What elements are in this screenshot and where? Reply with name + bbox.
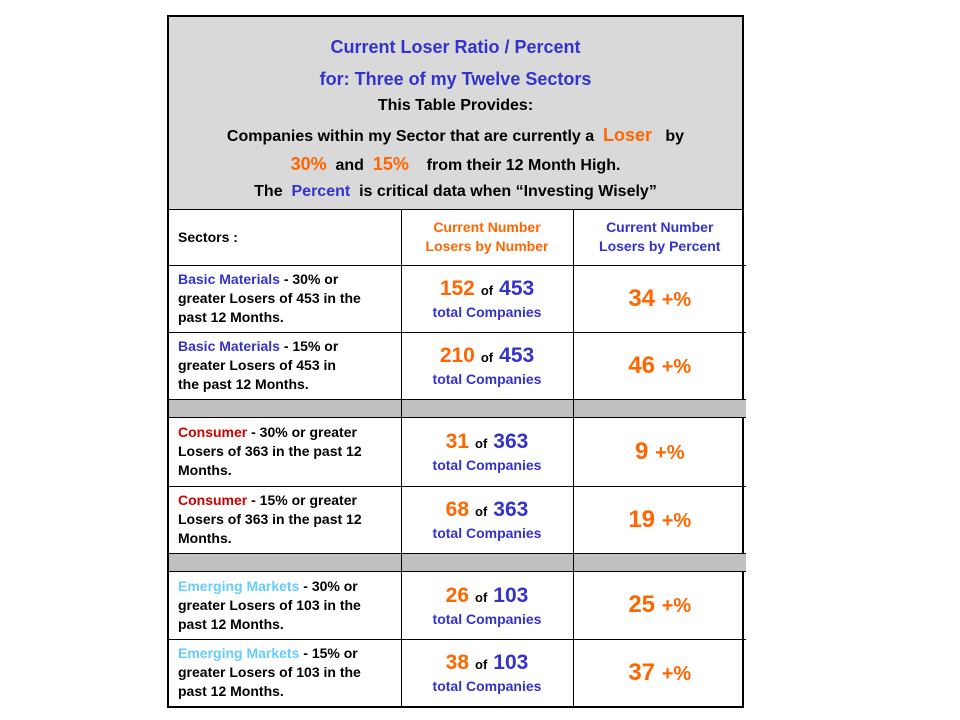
critical-text: is critical data when “Investing Wisely” — [359, 183, 657, 200]
title-line-1: Current Loser Ratio / Percent — [330, 37, 581, 57]
separator-row — [169, 553, 746, 571]
percent-value: 25 — [628, 591, 656, 618]
percent-suffix: +% — [661, 355, 692, 378]
loser-count-cell — [401, 639, 573, 706]
sector-name: Consumer — [178, 424, 248, 440]
table-row — [169, 571, 746, 639]
total-companies-label: total Companies — [432, 678, 542, 695]
data-table — [169, 210, 746, 706]
percent-cell — [573, 571, 746, 639]
description-line-1 — [169, 125, 742, 146]
the-word: The — [254, 183, 283, 200]
percent-suffix: +% — [661, 509, 692, 532]
sector-desc-line1 — [178, 644, 401, 663]
percent-suffix: +% — [655, 441, 685, 464]
total-companies-label: total Companies — [432, 304, 542, 320]
percent-word: Percent — [291, 183, 351, 200]
sector-name: Basic Materials — [178, 271, 280, 287]
from-text: from their 12 Month High. — [426, 157, 621, 174]
sector-cell — [169, 571, 401, 639]
percent-value: 37 — [628, 658, 656, 686]
sector-desc-line2: greater Losers of 453 in — [178, 357, 336, 373]
by-number-header-line2: Losers by Number — [425, 238, 549, 255]
sector-desc-line2: Losers of 363 in the past 12 — [178, 443, 362, 459]
separator-cell — [401, 399, 573, 417]
loser-count: 31 — [445, 430, 470, 453]
of-label: of — [480, 283, 494, 298]
provides-label: This Table Provides: — [377, 97, 534, 114]
loser-word: Loser — [603, 125, 653, 145]
loser-count-line — [402, 497, 573, 524]
sector-desc-line1 — [178, 270, 401, 289]
total-companies-label: total Companies — [432, 457, 542, 473]
separator-row — [169, 399, 746, 417]
sector-desc-line1 — [178, 337, 401, 356]
sector-desc-text: - 30% or — [299, 577, 358, 594]
sector-cell — [169, 417, 401, 486]
loser-count-line — [402, 343, 573, 370]
total-companies-label: total Companies — [432, 371, 542, 387]
by-percent-header — [573, 210, 746, 265]
table-row — [169, 417, 746, 486]
sector-cell — [169, 332, 401, 399]
total-count: 363 — [493, 498, 529, 521]
loser-count-cell — [401, 486, 573, 553]
percent-suffix: +% — [661, 288, 692, 311]
sector-desc-line2: greater Losers of 103 in the — [178, 596, 361, 613]
sector-desc-line3: Months. — [178, 530, 232, 546]
loser-count: 68 — [445, 498, 470, 521]
sector-desc-line3: the past 12 Months. — [178, 376, 309, 392]
loser-count-cell — [401, 332, 573, 399]
sector-desc-line3: past 12 Months. — [178, 309, 284, 325]
total-count: 103 — [493, 651, 529, 675]
sector-desc-line1 — [178, 577, 401, 596]
percent-cell — [573, 332, 746, 399]
table-row — [169, 639, 746, 706]
sector-desc-line3: Months. — [178, 462, 232, 478]
threshold-15: 15% — [372, 154, 409, 174]
by-percent-header-line1: Current Number — [606, 219, 714, 236]
loser-count: 210 — [439, 344, 475, 367]
percent-cell — [573, 417, 746, 486]
of-label: of — [475, 504, 488, 519]
loser-ratio-table — [167, 15, 744, 708]
percent-cell — [573, 639, 746, 706]
total-count: 453 — [499, 344, 535, 367]
separator-cell — [573, 553, 746, 571]
table-row — [169, 486, 746, 553]
percent-cell — [573, 486, 746, 553]
percent-value: 46 — [628, 351, 656, 379]
separator-cell — [401, 553, 573, 571]
by-percent-header-line2: Losers by Percent — [599, 238, 721, 255]
table-row — [169, 265, 746, 332]
total-companies-label: total Companies — [432, 525, 542, 541]
title-line-2: for: Three of my Twelve Sectors — [319, 69, 592, 89]
separator-cell — [573, 399, 746, 417]
percent-cell — [573, 265, 746, 332]
loser-count-cell — [401, 571, 573, 639]
sector-desc-text: - 15% or — [299, 645, 358, 662]
loser-count-cell — [401, 417, 573, 486]
sector-desc-line2: Losers of 363 in the past 12 — [178, 511, 362, 527]
percent-value: 19 — [628, 505, 656, 533]
percent-value: 9 — [635, 437, 649, 465]
by-word: by — [665, 128, 685, 145]
loser-count-line — [402, 650, 573, 677]
sector-desc-line3: past 12 Months. — [178, 615, 284, 632]
table-row — [169, 332, 746, 399]
sector-name: Consumer — [178, 492, 248, 508]
loser-count: 26 — [445, 583, 470, 607]
sector-desc-line1 — [178, 423, 401, 442]
sector-name: Basic Materials — [178, 338, 280, 354]
percent-value: 34 — [628, 284, 656, 312]
column-header-row — [169, 210, 746, 265]
description-text: Companies within my Sector that are currently a — [226, 128, 595, 145]
sector-name: Emerging Markets — [178, 645, 300, 662]
of-label: of — [475, 657, 488, 673]
loser-count: 152 — [439, 277, 475, 300]
sector-desc-text: - 15% or greater — [247, 492, 357, 508]
total-count: 453 — [499, 277, 535, 300]
percent-suffix: +% — [661, 662, 692, 685]
loser-count-line — [402, 429, 573, 456]
sector-cell — [169, 486, 401, 553]
sector-desc-line2: greater Losers of 453 in the — [178, 290, 361, 306]
total-count: 363 — [493, 430, 529, 453]
sector-desc-line3: past 12 Months. — [178, 683, 284, 700]
sector-cell — [169, 639, 401, 706]
by-number-header — [401, 210, 573, 265]
sectors-header: Sectors : — [169, 210, 401, 265]
by-number-header-line1: Current Number — [433, 219, 541, 236]
description-line-2 — [169, 154, 742, 175]
sector-cell — [169, 265, 401, 332]
loser-count-line — [402, 276, 573, 303]
sector-desc-text: - 15% or — [279, 338, 339, 354]
of-label: of — [475, 589, 488, 605]
sector-desc-text: - 30% or — [279, 271, 339, 287]
of-label: of — [475, 436, 488, 451]
and-word: and — [335, 157, 364, 174]
of-label: of — [480, 350, 494, 365]
description-line-3 — [169, 183, 742, 201]
sector-name: Emerging Markets — [178, 577, 300, 594]
table-header — [169, 17, 742, 210]
sector-desc-line2: greater Losers of 103 in the — [178, 664, 361, 681]
separator-cell — [169, 553, 401, 571]
separator-cell — [169, 399, 401, 417]
percent-suffix: +% — [661, 595, 692, 617]
loser-count-cell — [401, 265, 573, 332]
loser-count: 38 — [445, 651, 470, 675]
total-companies-label: total Companies — [432, 610, 542, 627]
loser-count-line — [402, 583, 573, 610]
sector-desc-text: - 30% or greater — [247, 424, 357, 440]
threshold-30: 30% — [290, 154, 327, 174]
sector-desc-line1 — [178, 491, 401, 510]
total-count: 103 — [493, 583, 529, 607]
